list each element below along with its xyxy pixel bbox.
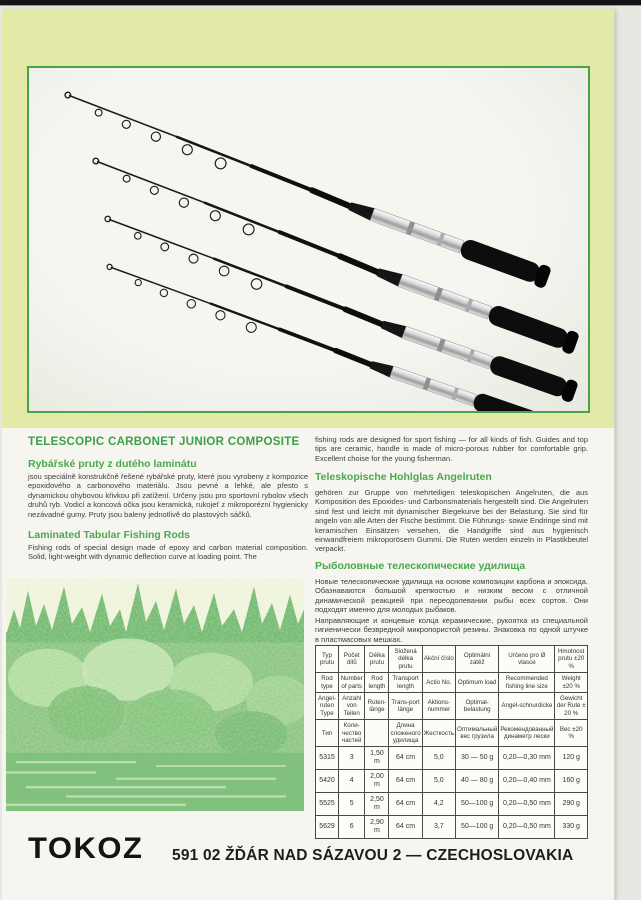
table-cell: Weight ±20 %: [555, 673, 588, 693]
heading-russian: Рыболовные телескопические удилища: [315, 560, 526, 572]
table-cell: 5629: [316, 816, 339, 839]
table-cell: Recommended fishing line size: [499, 673, 555, 693]
table-cell: 5525: [316, 793, 339, 816]
table-cell: Optimum load: [456, 673, 499, 693]
tokoz-logo: TOKOZ: [28, 831, 144, 865]
right-column: [315, 433, 588, 653]
table-cell: Ruten-länge: [365, 693, 389, 720]
forest-illustration: [6, 578, 304, 811]
table-row: [316, 770, 588, 793]
table-cell: 0,20—0,50 mm: [499, 793, 555, 816]
table-cell: Вес ±20 %: [555, 720, 588, 747]
table-cell: 5,0: [422, 770, 455, 793]
forest-photo: [6, 578, 304, 811]
table-cell: 5,0: [422, 747, 455, 770]
table-cell: 5: [338, 793, 364, 816]
paragraph-czech: jsou speciálně konstrukčně řešené rybářské pruty, které jsou vyrobeny z kompozice epoxidového a carbonového materiálu. Jsou pevné a lehké, ale přesto s dynamickou ohybovou křivkou při zatížení. Určeny jsou pro sportovní rybolov všech druhů ryb. Vodicí a koncová očka jsou keramická, rukojeť z mikroporézní hygienicky nezávadné gumy. Pruty jsou baleny jednotlivě do plastových sáčků.: [28, 472, 308, 519]
table-cell: Složená délka prutu: [389, 646, 422, 673]
company-address: 591 02 ŽĎÁR NAD SÁZAVOU 2 — CZECHOSLOVAKIA: [172, 847, 574, 864]
table-cell: 0,20—0,30 mm: [499, 747, 555, 770]
table-cell: Оптимальный вес грузила: [456, 720, 499, 747]
table-cell: 2,00 m: [365, 770, 389, 793]
table-cell: 0,20—0,50 mm: [499, 816, 555, 839]
table-header-czech: [316, 646, 588, 673]
table-cell: 40 — 80 g: [456, 770, 499, 793]
table-cell: 4: [338, 770, 364, 793]
table-cell: 120 g: [555, 747, 588, 770]
table-cell: Rod length: [365, 673, 389, 693]
table-cell: 1,50 m: [365, 747, 389, 770]
table-cell: 3: [338, 747, 364, 770]
table-cell: 2,90 m: [365, 816, 389, 839]
table-cell: Actio No.: [422, 673, 455, 693]
table-cell: [365, 720, 389, 747]
table-cell: Aktions-nummer: [422, 693, 455, 720]
table-cell: Určeno pro Ø vlasce: [499, 646, 555, 673]
table-cell: Optimální zátěž: [456, 646, 499, 673]
table-cell: Typ prutu: [316, 646, 339, 673]
table-cell: 330 g: [555, 816, 588, 839]
catalog-page: [2, 9, 615, 900]
table-cell: Жесткость: [422, 720, 455, 747]
table-cell: Длина сложеного удилища: [389, 720, 422, 747]
table-cell: Trans-port länge: [389, 693, 422, 720]
table-row: [316, 793, 588, 816]
scanner-edge: [0, 0, 641, 5]
heading-english: Laminated Tabular Fishing Rods: [28, 529, 190, 542]
table-cell: Коли-чество частей: [338, 720, 364, 747]
table-header-russian: [316, 720, 588, 747]
table-cell: Anzahl von Teilen: [338, 693, 364, 720]
left-column: [28, 436, 308, 562]
paragraph-german: gehören zur Gruppe von mehrteiligen teleskopischen Angelruten, die aus Komposition des Epoxides- und Carbonsmaterials hergestellt sind. Die Angelruten sind fest und leicht mit dynamischer Biegekurve bei der Belastung. Sie sind für angeln von alle Arten der Fische bestimmt. Die Führungs- sowie Endringe sind mit keramischen Einsätzen versehen, die Handgriffe sind aus hygienisch einwandfreiem mikroporösem Gummi. Die Ruten werden einzeln in Plastikbeutel verpackt.: [315, 488, 588, 554]
table-cell: Počet dílů: [338, 646, 364, 673]
table-cell: 290 g: [555, 793, 588, 816]
table-header-english: [316, 673, 588, 693]
table-cell: 3,7: [422, 816, 455, 839]
table-cell: Transport length: [389, 673, 422, 693]
table-cell: Akční číslo: [422, 646, 455, 673]
table-cell: Optimal-belastung: [456, 693, 499, 720]
table-header-german: [316, 693, 588, 720]
table-row: [316, 747, 588, 770]
rods-photo: [27, 66, 590, 413]
table-cell: 5420: [316, 770, 339, 793]
table-cell: Rod type: [316, 673, 339, 693]
heading-czech: Rybářské pruty z dutého laminátu: [28, 458, 197, 470]
paragraph-russian-1: Новые телескопические удилища на основе композиции карбона и эпоксида. Обазнаваются большой крепкостью и низким весом с отличной динамической реакцией при переодолевании рыбы всех сортов. Они подходят именно для молодых рыбаков.: [315, 577, 588, 615]
table-cell: 6: [338, 816, 364, 839]
table-cell: 50—100 g: [456, 816, 499, 839]
table-cell: 2,50 m: [365, 793, 389, 816]
spec-table-wrap: [315, 645, 588, 839]
table-cell: 64 cm: [389, 816, 422, 839]
table-cell: 64 cm: [389, 793, 422, 816]
table-cell: Number of parts: [338, 673, 364, 693]
rods-illustration: [29, 68, 588, 411]
table-cell: 64 cm: [389, 770, 422, 793]
table-cell: Délka prutu: [365, 646, 389, 673]
paragraph-english-right: fishing rods are designed for sport fishing — for all kinds of fish. Guides and top tips are ceramic, handle is made of micro-porous rubber for comfortable grip. Excellent choise for the young fisherman.: [315, 435, 588, 463]
table-cell: 64 cm: [389, 747, 422, 770]
heading-german: Teleskopische Hohlglas Angelruten: [315, 471, 492, 483]
table-cell: 30 — 50 g: [456, 747, 499, 770]
table-cell: 0,20—0,40 mm: [499, 770, 555, 793]
table-cell: 160 g: [555, 770, 588, 793]
table-cell: Рекомендованный динаметр лески: [499, 720, 555, 747]
spec-table: [315, 645, 588, 839]
table-cell: Gewicht der Rute ± 20 %: [555, 693, 588, 720]
table-cell: Angel-ruten Type: [316, 693, 339, 720]
table-cell: 50—100 g: [456, 793, 499, 816]
table-cell: Hmotnost prutu ±20 %: [555, 646, 588, 673]
table-row: [316, 816, 588, 839]
paragraph-russian-2: Направляющие и концевые колца керамические, рукоятка из специальной гигиенически безвредной микропористой резины. Знаковка по одной штучке в пластмасовых мешках.: [315, 616, 588, 644]
page-title: TELESCOPIC CARBONET JUNIOR COMPOSITE: [28, 436, 300, 448]
paragraph-english-left: Fishing rods of special design made of epoxy and carbon material composition. Solid, light-weight with dynamic deflection curve at loading point. The: [28, 543, 308, 562]
table-cell: Angel-schnurdicke: [499, 693, 555, 720]
table-cell: 4,2: [422, 793, 455, 816]
table-cell: 5315: [316, 747, 339, 770]
table-cell: Тип: [316, 720, 339, 747]
